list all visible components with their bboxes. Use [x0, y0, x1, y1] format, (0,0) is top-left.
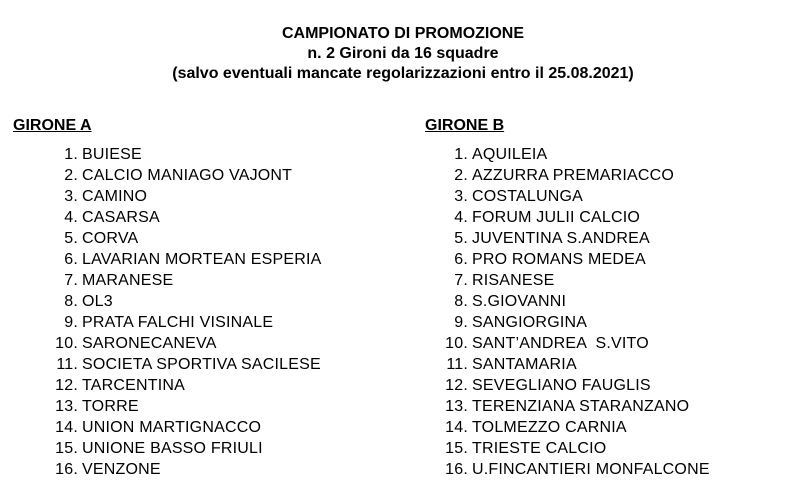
team-name: SANT’ANDREA S.VITO: [472, 335, 649, 352]
team-name: RISANESE: [472, 272, 555, 289]
team-list-item: [425, 165, 710, 186]
team-number: 4.: [64, 209, 78, 226]
team-name: SARONECANEVA: [82, 335, 217, 352]
team-name: PRATA FALCHI VISINALE: [82, 314, 274, 331]
team-name: TERENZIANA STARANZANO: [472, 398, 690, 415]
girone-a-team-list: [13, 144, 322, 480]
team-name: VENZONE: [82, 461, 161, 478]
team-number: 14.: [55, 419, 78, 436]
team-name: SANTAMARIA: [472, 356, 577, 373]
team-name: COSTALUNGA: [472, 188, 584, 205]
team-number: 1.: [64, 146, 78, 163]
girone-b: [425, 116, 710, 480]
team-name: AQUILEIA: [472, 146, 548, 163]
team-number: 6.: [454, 251, 468, 268]
team-list-item: [13, 228, 322, 249]
team-number: 12.: [445, 377, 468, 394]
document-header: [0, 24, 806, 84]
document-subtitle: n. 2 Gironi da 16 squadre: [307, 45, 499, 62]
team-number: 5.: [64, 230, 78, 247]
team-list-item: [425, 354, 710, 375]
team-number: 11.: [446, 356, 468, 373]
team-list-item: [13, 249, 322, 270]
team-list-item: [13, 375, 322, 396]
team-name: SEVEGLIANO FAUGLIS: [472, 377, 651, 394]
team-number: 1.: [454, 146, 468, 163]
team-name: SOCIETA SPORTIVA SACILESE: [82, 356, 321, 373]
team-number: 14.: [445, 419, 468, 436]
team-number: 13.: [55, 398, 78, 415]
team-list-item: [13, 354, 322, 375]
team-number: 8.: [64, 293, 78, 310]
team-list-item: [425, 417, 710, 438]
team-list-item: [13, 396, 322, 417]
team-number: 6.: [64, 251, 78, 268]
team-number: 9.: [454, 314, 468, 331]
girone-a-title: GIRONE A: [13, 117, 92, 134]
team-name: U.FINCANTIERI MONFALCONE: [472, 461, 710, 478]
team-number: 2.: [454, 167, 468, 184]
team-list-item: [13, 291, 322, 312]
team-name: TORRE: [82, 398, 139, 415]
team-number: 7.: [64, 272, 78, 289]
team-list-item: [425, 459, 710, 480]
team-name: TRIESTE CALCIO: [472, 440, 607, 457]
team-list-item: [13, 417, 322, 438]
team-name: JUVENTINA S.ANDREA: [472, 230, 650, 247]
team-list-item: [425, 333, 710, 354]
team-number: 12.: [55, 377, 78, 394]
team-name: BUIESE: [82, 146, 142, 163]
team-number: 5.: [454, 230, 468, 247]
team-list-item: [425, 228, 710, 249]
team-number: 3.: [454, 188, 468, 205]
girone-b-team-list: [425, 144, 710, 480]
team-list-item: [425, 312, 710, 333]
team-list-item: [13, 312, 322, 333]
team-name: CASARSA: [82, 209, 160, 226]
team-name: LAVARIAN MORTEAN ESPERIA: [82, 251, 322, 268]
team-list-item: [13, 207, 322, 228]
team-list-item: [425, 270, 710, 291]
team-number: 3.: [64, 188, 78, 205]
team-list-item: [13, 186, 322, 207]
team-name: S.GIOVANNI: [472, 293, 567, 310]
team-list-item: [425, 375, 710, 396]
team-number: 11.: [56, 356, 78, 373]
team-list-item: [425, 291, 710, 312]
team-list-item: [13, 438, 322, 459]
girone-b-title: GIRONE B: [425, 117, 505, 134]
team-list-item: [425, 249, 710, 270]
team-list-item: [13, 459, 322, 480]
team-name: AZZURRA PREMARIACCO: [472, 167, 675, 184]
team-name: UNION MARTIGNACCO: [82, 419, 262, 436]
team-list-item: [425, 144, 710, 165]
team-list-item: [425, 207, 710, 228]
team-number: 15.: [445, 440, 468, 457]
team-list-item: [13, 333, 322, 354]
team-number: 9.: [64, 314, 78, 331]
team-number: 8.: [454, 293, 468, 310]
team-list-item: [425, 186, 710, 207]
team-number: 13.: [445, 398, 468, 415]
team-list-item: [13, 144, 322, 165]
team-number: 16.: [445, 461, 468, 478]
team-name: CALCIO MANIAGO VAJONT: [82, 167, 293, 184]
team-name: TOLMEZZO CARNIA: [472, 419, 627, 436]
team-number: 2.: [64, 167, 78, 184]
team-name: SANGIORGINA: [472, 314, 588, 331]
team-name: OL3: [82, 293, 113, 310]
team-name: CORVA: [82, 230, 139, 247]
team-list-item: [425, 396, 710, 417]
team-number: 15.: [55, 440, 78, 457]
team-number: 10.: [55, 335, 78, 352]
team-list-item: [13, 165, 322, 186]
team-list-item: [425, 438, 710, 459]
team-number: 4.: [454, 209, 468, 226]
team-name: MARANESE: [82, 272, 174, 289]
girone-a: [13, 116, 322, 480]
team-name: CAMINO: [82, 188, 148, 205]
team-number: 7.: [454, 272, 468, 289]
team-name: FORUM JULII CALCIO: [472, 209, 641, 226]
team-name: PRO ROMANS MEDEA: [472, 251, 646, 268]
document-note: (salvo eventuali mancate regolarizzazioni entro il 25.08.2021): [172, 65, 634, 82]
team-name: UNIONE BASSO FRIULI: [82, 440, 263, 457]
team-number: 10.: [445, 335, 468, 352]
team-name: TARCENTINA: [82, 377, 186, 394]
team-list-item: [13, 270, 322, 291]
document-title: CAMPIONATO DI PROMOZIONE: [281, 25, 525, 42]
team-number: 16.: [55, 461, 78, 478]
